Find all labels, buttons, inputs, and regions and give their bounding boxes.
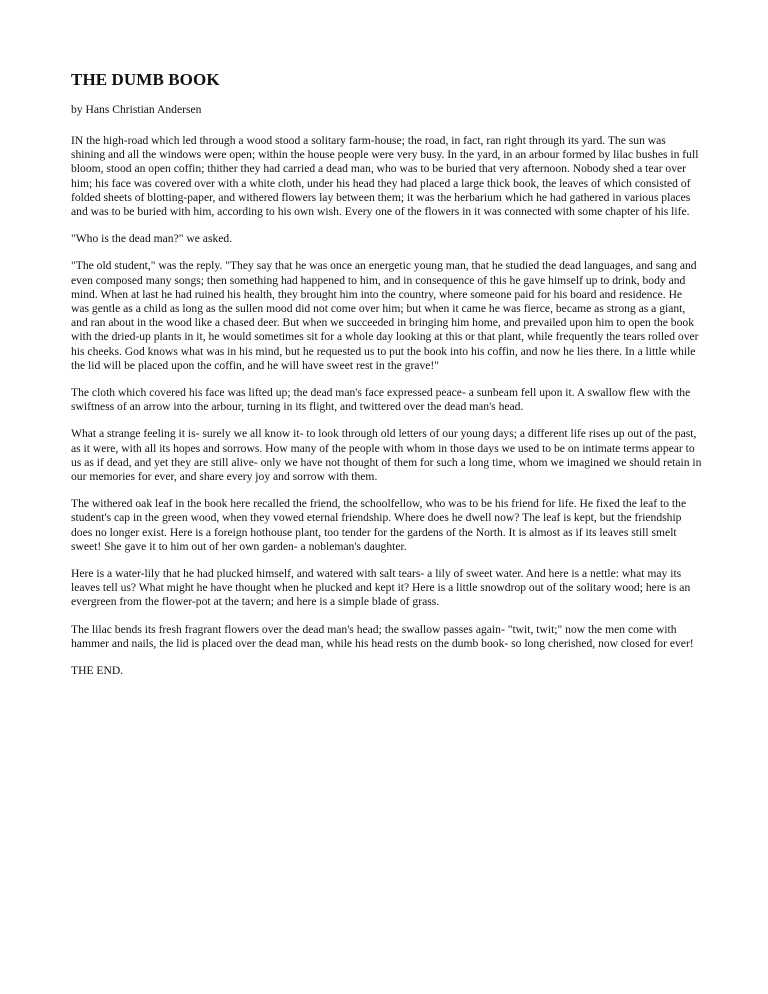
author-byline: by Hans Christian Andersen — [71, 103, 202, 116]
paragraph-4: The cloth which covered his face was lifted up; the dead man's face expressed peace- a sunbeam fell upon it. A swallow flew with the swiftness of an arrow into the arbour, turning in its flight, and twittered over the dead man's head. — [71, 386, 691, 414]
paragraph-3: "The old student," was the reply. "They say that he was once an energetic young man, that he studied the dead languages, and sang and even composed many songs; then something had happened to him, and in consequence of this he gave himself up to drink, body and mind. When at last he had ruined his health, they brought him into the country, where someone paid for his board and residence. He was gentle as a child as long as the sullen mood did not come over him; but when it came he was fierce, became as strong as a giant, and ran about in the wood like a chased deer. But when we succeeded in bringing him home, and prevailed upon him to open the book with the dried-up plants in it, he would sometimes sit for a whole day looking at this or that plant, while frequently the tears rolled over his cheeks. God knows what was in his mind, but he requested us to put the book into his coffin, and now he lies there. In a little while the lid will be placed upon the coffin, and he will have sweet rest in the grave!" — [71, 259, 699, 372]
document-page — [71, 70, 702, 678]
paragraph-5: What a strange feeling it is- surely we all know it- to look through old letters of our young days; a different life rises up out of the past, as it were, with all its hopes and sorrows. How many of the people with whom in those days we used to be on intimate terms appear to us as if dead, and yet they are still alive- only we have not thought of them for such a long time, whom we imagined we should retain in our memories for ever, and share every joy and sorrow with them. — [71, 427, 702, 484]
paragraph-7: Here is a water-lily that he had plucked himself, and watered with salt tears- a lily of sweet water. And here is a nettle: what may its leaves tell us? What might he have thought when he plucked and kept it? Here is a little snowdrop out of the solitary wood; here is an evergreen from the flower-pot at the tavern; and here is a simple blade of grass. — [71, 567, 691, 609]
the-end-text: THE END. — [71, 664, 124, 678]
paragraph-8: The lilac bends its fresh fragrant flowers over the dead man's head; the swallow passes again- "twit, twit;" now the men come with hammer and nails, the lid is placed over the dead man, while his head rests on the dumb book- so long cherished, now closed for ever! — [71, 622, 694, 650]
paragraph-6: The withered oak leaf in the book here recalled the friend, the schoolfellow, who was to be his friend for life. He fixed the leaf to the student's cap in the green wood, when they vowed eternal friendship. Where does he dwell now? The leaf is kept, but the friendship does no longer exist. Here is a foreign hothouse plant, too tender for the gardens of the North. It is almost as if its leaves still smelt sweet! She gave it to him out of her own garden- a nobleman's daughter. — [71, 497, 687, 553]
paragraph-2: "Who is the dead man?" we asked. — [71, 232, 233, 246]
document-title: THE DUMB BOOK — [71, 70, 220, 89]
paragraph-1: IN the high-road which led through a wood stood a solitary farm-house; the road, in fact, ran right through its yard. The sun was shining and all the windows were open; within the house people were very busy. In the yard, in an arbour formed by lilac bushes in full bloom, stood an open coffin; thither they had carried a dead man, who was to be buried that very afternoon. Nobody shed a tear over him; his face was covered over with a white cloth, under his head they had placed a large thick book, the leaves of which consisted of folded sheets of blotting-paper, and withered flowers lay between them; it was the herbarium which he had gathered in various places and was to be buried with him, according to his own wish. Every one of the flowers in it was connected with some chapter of his life. — [71, 134, 699, 219]
